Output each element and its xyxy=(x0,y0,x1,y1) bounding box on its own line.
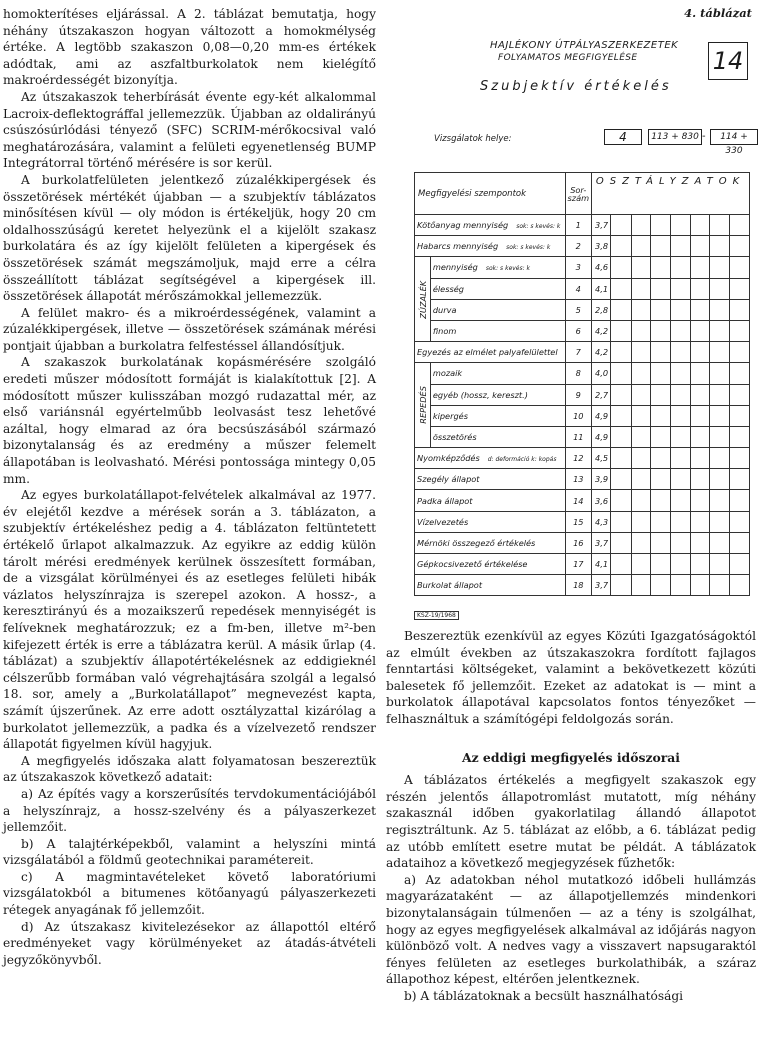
grade-cell xyxy=(671,490,691,511)
grade-cell xyxy=(710,384,730,405)
grade-cell xyxy=(651,426,671,447)
grade-cell xyxy=(611,236,632,257)
stamp: KSZ-19/1968 xyxy=(414,611,459,620)
paragraph: A megfigyelés időszaka alatt folyamatosan beszereztük az útszakaszok következő adatait: xyxy=(3,753,376,785)
grade-cell xyxy=(710,236,730,257)
grade-cell xyxy=(631,299,651,320)
criterion-label: Mérnöki összegező értékelés xyxy=(417,537,536,548)
form-subtitle: Szubjektív értékelés xyxy=(480,79,672,94)
grade-cell xyxy=(671,448,691,469)
grade-cell xyxy=(710,554,730,575)
criterion-label: Habarcs mennyiség xyxy=(417,241,499,252)
grade-cell xyxy=(710,299,730,320)
grade-cell xyxy=(611,469,632,490)
grade-cell xyxy=(710,257,730,278)
grade-cell xyxy=(671,236,691,257)
row-number: 1 xyxy=(565,215,592,236)
grade-value: 3,7 xyxy=(592,532,611,553)
form-subheading: FOLYAMATOS MEGFIGYELÉSE xyxy=(498,53,638,63)
grade-cell xyxy=(690,490,710,511)
grade-cell xyxy=(651,363,671,384)
row-number: 6 xyxy=(565,320,592,341)
grade-cell xyxy=(631,490,651,511)
table-label: 4. táblázat xyxy=(684,6,752,20)
table-row xyxy=(415,575,750,596)
grade-cell xyxy=(730,448,750,469)
grade-cell xyxy=(710,278,730,299)
right-text xyxy=(386,628,756,1004)
criterion-note: sok: s kevés: k xyxy=(516,223,561,231)
table-row xyxy=(415,215,750,236)
grade-cell xyxy=(651,511,671,532)
km-to-box: 114 + 330 xyxy=(710,129,758,145)
grade-cell xyxy=(651,448,671,469)
grade-cell xyxy=(671,257,691,278)
grade-cell xyxy=(710,215,730,236)
grade-cell xyxy=(631,448,651,469)
table-row xyxy=(415,384,750,405)
grade-cell xyxy=(671,405,691,426)
grade-value: 3,7 xyxy=(592,575,611,596)
grade-cell xyxy=(690,278,710,299)
grade-cell xyxy=(730,490,750,511)
table-row xyxy=(415,426,750,447)
paragraph: Beszereztük ezenkívül az egyes Közúti Igazgatóságoktól az elmúlt években az útszakaszokra fordított fajlagos fenntartási költségeket, valamint a bekövetkezett közúti balesetek fő jellemzőit. Ezeket az adatokat is — mint a burkolatok állapotával kapcsolatos fontos tényezőket — felhasználtuk a számítógépi feldolgozás során. xyxy=(386,629,756,726)
criterion-label: Vízelvezetés xyxy=(417,516,469,527)
form-number: 14 xyxy=(708,42,748,80)
grade-cell xyxy=(710,469,730,490)
grade-cell xyxy=(671,342,691,363)
paragraph: A felület makro- és a mikroérdességének, valamint a zúzalékkipergések, illetve — összetörések számának mérési pontjait újabban a burkolatra felfestéssel állandósítjuk. xyxy=(3,305,376,353)
grade-cell xyxy=(611,278,632,299)
grade-cell xyxy=(690,320,710,341)
grade-cell xyxy=(690,342,710,363)
grade-cell xyxy=(730,342,750,363)
table-row xyxy=(415,554,750,575)
grade-cell xyxy=(710,342,730,363)
paragraph: Az egyes burkolatállapot-felvételek alkalmával az 1977. év elejétől kezdve a mérések során a 3. táblázaton, a szubjektív értékeléshez pedig a 4. táblázaton feltüntetett értékelő űrlapot alkalmazzuk. Az egyikre az eddig külön tárolt mérési eredmények kerülnek összesített formában, de a vizsgálat körülményei és az esetleges felületi hibák vázlatos helyszínrajza is szerepel azokon. A hossz-, a keresztirányú és a mozaikszerű repedések mennyiségét is felíveknek meghatározzuk; ez a fm-ben, illetve m²-ben kifejezett érték is erre a táblázatra kerül. A másik űrlap (4. táblázat) a szubjektív állapotértékelésnek az eddigieknél célszerűbb formában való végrehajtására szolgál a legalsó 18. sor, amely a „Burkolatállapot” megnevezést kapta, számít újszerűnek. Az erre adott osztályzattal kizárólag a burkolatot jellemezzük, a padka és a vízelvezető rendszer állapotát figyelmen kívül hagyjuk. xyxy=(3,488,376,752)
grade-value: 3,8 xyxy=(592,236,611,257)
row-number: 8 xyxy=(565,363,592,384)
row-number: 5 xyxy=(565,299,592,320)
table-row xyxy=(415,448,750,469)
grade-cell xyxy=(611,448,632,469)
criterion-cell xyxy=(430,384,565,405)
grade-cell xyxy=(730,532,750,553)
grade-cell xyxy=(671,426,691,447)
grade-cell xyxy=(631,215,651,236)
grade-cell xyxy=(690,469,710,490)
row-number: 7 xyxy=(565,342,592,363)
grade-cell xyxy=(671,299,691,320)
grade-cell xyxy=(611,554,632,575)
grade-cell xyxy=(651,320,671,341)
criterion-label: Szegély állapot xyxy=(417,474,480,485)
grade-cell xyxy=(671,363,691,384)
grade-value: 4,3 xyxy=(592,511,611,532)
grade-value: 3,9 xyxy=(592,469,611,490)
criterion-cell xyxy=(430,426,565,447)
criterion-label: összetörés xyxy=(432,431,477,442)
paragraph: A szakaszok burkolatának kopásmérésére szolgáló eredeti műszer módosított formáját is kialakítottuk [2]. A módosított műszer kulisszában mozgó rudazattal mér, az első variánsnál egyértelműbb leolvasást tesz lehetővé azáltal, hogy elmarad az óra becsúszásából származó bizonytalanság és az eredmény a műszer felemelt állapotában is leolvasható. Mérési pontossága mintegy 0,05 mm. xyxy=(3,355,376,486)
grade-cell xyxy=(730,469,750,490)
evaluation-form xyxy=(400,34,750,619)
grade-value: 4,2 xyxy=(592,342,611,363)
grade-value: 4,6 xyxy=(592,257,611,278)
criterion-label: Gépkocsivezető értékelése xyxy=(417,559,528,570)
grade-value: 4,9 xyxy=(592,405,611,426)
criterion-cell xyxy=(415,215,566,236)
grade-cell xyxy=(611,384,632,405)
row-number: 9 xyxy=(565,384,592,405)
grade-cell xyxy=(651,575,671,596)
criterion-cell xyxy=(415,469,566,490)
grade-cell xyxy=(710,511,730,532)
grade-cell xyxy=(730,511,750,532)
grade-cell xyxy=(710,575,730,596)
grade-cell xyxy=(611,532,632,553)
list-item: a) Az adatokban néhol mutatkozó időbeli hullámzás magyarázataként — az állapotjellemzés mindenkori bizonytalanságain túlmenően — az a tény is szolgálhat, hogy az egyes megfigyelések alkalmával az időjárás nagyon különböző volt. A nedves vagy a visszavert napsugaraktól fényes felületen az esetleges burkolathibák, a száraz állapothoz képest, eltérően jelentkeznek. xyxy=(386,872,756,987)
grade-cell xyxy=(671,554,691,575)
row-number: 3 xyxy=(565,257,592,278)
criterion-cell xyxy=(430,299,565,320)
criterion-label: Kötőanyag mennyiség xyxy=(417,220,509,231)
criterion-label: mennyiség xyxy=(432,262,478,273)
criteria-header: Megfigyelési szempontok xyxy=(415,173,566,215)
grade-cell xyxy=(611,257,632,278)
table-row xyxy=(415,278,750,299)
grade-cell xyxy=(690,511,710,532)
site-number-box: 4 xyxy=(604,129,642,145)
grade-cell xyxy=(730,236,750,257)
km-from-box: 113 + 830 xyxy=(648,129,702,145)
grade-cell xyxy=(730,575,750,596)
grade-cell xyxy=(690,448,710,469)
grade-cell xyxy=(730,363,750,384)
grade-cell xyxy=(611,342,632,363)
grade-cell xyxy=(631,363,651,384)
grade-cell xyxy=(651,532,671,553)
grade-cell xyxy=(710,532,730,553)
grade-cell xyxy=(730,554,750,575)
grade-cell xyxy=(611,426,632,447)
criterion-cell xyxy=(415,511,566,532)
grade-cell xyxy=(611,511,632,532)
criterion-label: Nyomképződés xyxy=(417,453,480,464)
grade-cell xyxy=(710,448,730,469)
grade-cell xyxy=(631,342,651,363)
grades-header: OSZTÁLYZATOK xyxy=(592,173,750,215)
grade-cell xyxy=(730,257,750,278)
grade-cell xyxy=(710,320,730,341)
grade-cell xyxy=(651,405,671,426)
grade-cell xyxy=(671,575,691,596)
paragraph: A burkolatfelületen jelentkező zúzalékkipergések és összetörések mértékét újabban — a szubjektív táblázatos minősítésen kívül — oly módon is értékeljük, hogy 20 cm oldalhosszúságú keretet helyezünk el a kijelölt szakasz burkolatára és az így kijelölt felületen a kipergések és összetörések számát megszámoljuk, majd erre a célra összeállított táblázat segítségével a kipergések ill. összetörések állapotát mérőszámokkal jellemezzük. xyxy=(3,172,376,304)
grade-cell xyxy=(671,215,691,236)
grade-cell xyxy=(631,469,651,490)
grade-cell xyxy=(690,384,710,405)
grade-cell xyxy=(671,469,691,490)
left-column xyxy=(3,6,376,968)
table-row xyxy=(415,363,750,384)
criterion-cell xyxy=(415,554,566,575)
criterion-cell xyxy=(430,278,565,299)
grade-value: 2,7 xyxy=(592,384,611,405)
table-row xyxy=(415,236,750,257)
paragraph: Az útszakaszok teherbírását évente egy-két alkalommal Lacroix-deflektográffal jellemezzük. Újabban az oldalirányú csúszósúrlódási tényező (SFC) SCRIM-mérőkocsival való meghatározására, valamint a felületi egyenetlenség BUMP Integrátorral történő mérésére is sor kerül. xyxy=(3,89,376,171)
criterion-note: sok: s kevés: k xyxy=(485,265,531,273)
grade-cell xyxy=(631,278,651,299)
grade-cell xyxy=(611,405,632,426)
grade-cell xyxy=(631,384,651,405)
grade-cell xyxy=(611,299,632,320)
grade-cell xyxy=(631,426,651,447)
row-number: 18 xyxy=(565,575,592,596)
grade-cell xyxy=(690,554,710,575)
grade-cell xyxy=(631,554,651,575)
km-dash: - xyxy=(702,131,706,142)
grade-cell xyxy=(690,575,710,596)
criterion-cell xyxy=(430,257,565,278)
criterion-cell xyxy=(430,320,565,341)
grade-cell xyxy=(690,257,710,278)
criterion-label: Burkolat állapot xyxy=(417,580,483,591)
grade-cell xyxy=(611,215,632,236)
grade-value: 4,2 xyxy=(592,320,611,341)
grade-cell xyxy=(631,405,651,426)
criterion-label: Padka állapot xyxy=(417,495,473,506)
grade-cell xyxy=(710,363,730,384)
grade-cell xyxy=(730,215,750,236)
grade-cell xyxy=(631,320,651,341)
grade-cell xyxy=(611,490,632,511)
table-row xyxy=(415,299,750,320)
grade-cell xyxy=(651,278,671,299)
grade-cell xyxy=(671,511,691,532)
grade-cell xyxy=(611,363,632,384)
paragraph: homokterítéses eljárással. A 2. táblázat bemutatja, hogy néhány útszakaszon hogyan változott a homokmélység értéke. A legtöbb szakaszon 0,08—0,20 mm-es értékek adódtak, ami az aszfaltburkolatok nem kielégítő makroérdességét bizonyítja. xyxy=(3,7,376,88)
grade-cell xyxy=(710,426,730,447)
grade-cell xyxy=(651,342,671,363)
criterion-cell xyxy=(430,363,565,384)
criterion-label: finom xyxy=(432,326,457,337)
grade-cell xyxy=(690,426,710,447)
table-row xyxy=(415,490,750,511)
grade-cell xyxy=(671,384,691,405)
row-number: 10 xyxy=(565,405,592,426)
list-item: b) A táblázatoknak a becsült használhatósági xyxy=(404,988,684,1003)
criterion-label: kipergés xyxy=(432,410,468,421)
row-number: 13 xyxy=(565,469,592,490)
row-number: 14 xyxy=(565,490,592,511)
sorszam-header: Sor-szám xyxy=(565,173,592,215)
grade-cell xyxy=(730,426,750,447)
grade-cell xyxy=(631,257,651,278)
grade-cell xyxy=(651,236,671,257)
group-label: REPEDÉS xyxy=(415,363,431,448)
grade-cell xyxy=(631,575,651,596)
criterion-note: sok: s kevés: k xyxy=(506,244,551,252)
criterion-label: Egyezés az elmélet palyafelülettel xyxy=(417,347,558,358)
grade-cell xyxy=(730,278,750,299)
grade-cell xyxy=(651,299,671,320)
row-number: 12 xyxy=(565,448,592,469)
grade-cell xyxy=(690,299,710,320)
table-row xyxy=(415,405,750,426)
grade-cell xyxy=(690,363,710,384)
criterion-cell xyxy=(415,490,566,511)
grade-cell xyxy=(651,469,671,490)
grade-cell xyxy=(730,405,750,426)
list-item: c) A magmintavételeket követő laboratóriumi vizsgálatokból a bitumenes kötőanyagú pályaszerkezeti rétegek anyagának fő jellemzőit. xyxy=(3,869,376,918)
grade-cell xyxy=(690,405,710,426)
criterion-cell xyxy=(430,405,565,426)
grade-cell xyxy=(730,299,750,320)
grade-value: 3,6 xyxy=(592,490,611,511)
criterion-label: durva xyxy=(432,304,457,315)
list-item: b) A talajtérképekből, valamint a helyszíni mintá vizsgálatából a földmű geotechnikai paramétereit. xyxy=(3,836,376,868)
grade-cell xyxy=(730,320,750,341)
grade-cell xyxy=(651,490,671,511)
table-row xyxy=(415,320,750,341)
paragraph: A táblázatos értékelés a megfigyelt szakaszok egy részén jelentős állapotromlást mutatott, míg néhány szakasznál időben gyakorlatilag állandó állapotot regisztráltunk. Az 5. táblázat az előbb, a 6. táblázat pedig az utóbb említett esetre mutat be példát. A táblázatok adataihoz a következő megjegyzések fűzhetők: xyxy=(386,773,756,871)
criterion-label: élesség xyxy=(432,283,464,294)
grade-cell xyxy=(611,575,632,596)
grade-cell xyxy=(671,278,691,299)
row-number: 16 xyxy=(565,532,592,553)
criterion-cell xyxy=(415,532,566,553)
grade-cell xyxy=(690,532,710,553)
criterion-cell xyxy=(415,575,566,596)
grade-value: 4,9 xyxy=(592,426,611,447)
table-row xyxy=(415,532,750,553)
grade-cell xyxy=(710,490,730,511)
row-number: 2 xyxy=(565,236,592,257)
grade-cell xyxy=(631,511,651,532)
grade-value: 4,0 xyxy=(592,363,611,384)
list-item: d) Az útszakasz kivitelezésekor az állapottól eltérő eredményeket vagy körülményeket az átadás-átvételi jegyzőkönyvből. xyxy=(3,919,376,967)
grade-cell xyxy=(631,236,651,257)
criterion-cell xyxy=(415,236,566,257)
grade-value: 4,1 xyxy=(592,554,611,575)
list-item: a) Az építés vagy a korszerűsítés tervdokumentációjából a helyszínrajz, a hossz-szelvény és a pályaszerkezet jellemzőit. xyxy=(3,786,376,835)
table-row xyxy=(415,469,750,490)
criterion-cell xyxy=(415,448,566,469)
grade-cell xyxy=(690,236,710,257)
grade-cell xyxy=(730,384,750,405)
group-label: ZÚZALÉK xyxy=(415,257,431,342)
grade-cell xyxy=(611,320,632,341)
grade-cell xyxy=(671,532,691,553)
grade-value: 4,1 xyxy=(592,278,611,299)
grade-value: 4,5 xyxy=(592,448,611,469)
row-number: 15 xyxy=(565,511,592,532)
site-label: Vizsgálatok helye: xyxy=(434,134,512,144)
row-number: 17 xyxy=(565,554,592,575)
table-row xyxy=(415,511,750,532)
grade-cell xyxy=(651,257,671,278)
grade-cell xyxy=(651,554,671,575)
row-number: 4 xyxy=(565,278,592,299)
grade-cell xyxy=(651,384,671,405)
grade-value: 3,7 xyxy=(592,215,611,236)
criterion-label: egyéb (hossz, kereszt.) xyxy=(432,389,528,400)
grade-cell xyxy=(651,215,671,236)
criteria-table xyxy=(414,172,750,596)
section-title: Az eddigi megfigyelés időszorai xyxy=(461,749,681,765)
criterion-cell xyxy=(415,342,566,363)
table-row xyxy=(415,342,750,363)
grade-value: 2,8 xyxy=(592,299,611,320)
grade-cell xyxy=(671,320,691,341)
criterion-label: mozaik xyxy=(432,368,463,379)
grade-cell xyxy=(631,532,651,553)
grade-cell xyxy=(690,215,710,236)
form-heading: HAJLÉKONY ÚTPÁLYASZERKEZETEK xyxy=(490,40,679,51)
row-number: 11 xyxy=(565,426,592,447)
criterion-note: d: deformáció k: kopás xyxy=(487,456,557,464)
grade-cell xyxy=(710,405,730,426)
table-row xyxy=(415,257,750,278)
